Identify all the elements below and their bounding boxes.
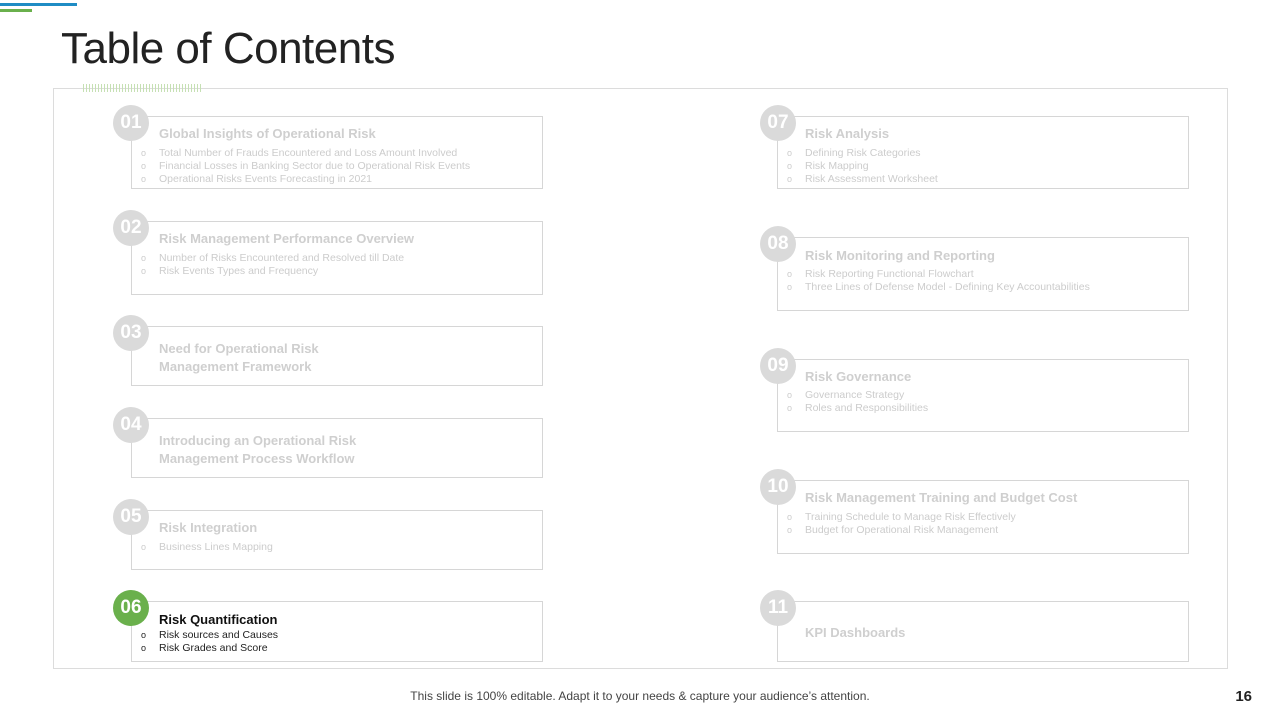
circle-bullet-icon: o: [787, 403, 793, 413]
circle-bullet-icon: o: [787, 174, 793, 184]
subtopic-text: Governance Strategy: [805, 389, 905, 401]
subtopic-item: [777, 173, 938, 186]
circle-bullet-icon: o: [787, 390, 793, 400]
circle-bullet-icon: o: [141, 174, 147, 184]
section-title: Risk Governance: [805, 369, 912, 384]
subtopic-item: [131, 160, 470, 173]
section-title: Need for Operational Risk Management Framework: [159, 341, 319, 374]
accent-bar-green: [0, 9, 32, 12]
section-number-badge: 02: [113, 210, 149, 246]
page-number: 16: [1235, 688, 1252, 705]
subtopic-text: Business Lines Mapping: [159, 541, 273, 553]
subtopic-item: [777, 402, 928, 415]
subtopic-item: [777, 511, 1016, 524]
circle-bullet-icon: o: [787, 148, 793, 158]
subtopic-item: [777, 524, 1016, 537]
circle-bullet-icon: o: [787, 525, 793, 535]
circle-bullet-icon: o: [787, 512, 793, 522]
footer-note: This slide is 100% editable. Adapt it to your needs & capture your audience’s attention.: [410, 689, 870, 703]
subtopic-text: Risk Mapping: [805, 160, 869, 172]
subtopic-list: [131, 541, 273, 554]
subtopic-list: [131, 147, 470, 186]
circle-bullet-icon: o: [141, 542, 147, 552]
section-title: Risk Analysis: [805, 126, 890, 141]
subtopic-item: [131, 173, 470, 186]
section-title: Risk Management Training and Budget Cost: [805, 490, 1078, 505]
section-number-badge: 01: [113, 105, 149, 141]
section-title: Risk Integration: [159, 520, 258, 535]
section-title: Risk Management Performance Overview: [159, 231, 415, 246]
subtopic-item: [131, 147, 470, 160]
circle-bullet-icon: o: [141, 253, 147, 263]
subtopic-text: Three Lines of Defense Model - Defining Key Accountabilities: [805, 281, 1090, 293]
subtopic-item: [131, 541, 273, 554]
subtopic-item: [777, 281, 1090, 294]
section-number-badge: 06: [113, 590, 149, 626]
section-number-badge: 05: [113, 499, 149, 535]
subtopic-text: Financial Losses in Banking Sector due to Operational Risk Events: [159, 160, 471, 172]
circle-bullet-icon: o: [141, 266, 147, 276]
section-title: Introducing an Operational Risk Management Process Workflow: [159, 433, 357, 466]
subtopic-list: [777, 268, 1090, 294]
dotted-marker: [83, 84, 201, 92]
circle-bullet-icon: o: [787, 282, 793, 292]
subtopic-text: Operational Risks Events Forecasting in 2021: [159, 173, 373, 185]
subtopic-text: Risk Events Types and Frequency: [159, 265, 319, 277]
section-number-badge: 10: [760, 469, 796, 505]
circle-bullet-icon: o: [141, 148, 147, 158]
section-number-badge: 08: [760, 226, 796, 262]
subtopic-text: Risk Assessment Worksheet: [805, 173, 938, 185]
section-number-badge: 03: [113, 315, 149, 351]
subtopic-text: Roles and Responsibilities: [805, 402, 929, 414]
subtopic-text: Number of Risks Encountered and Resolved till Date: [159, 252, 405, 264]
section-number-badge: 04: [113, 407, 149, 443]
subtopic-item: [777, 147, 938, 160]
section-title: Global Insights of Operational Risk: [159, 126, 376, 141]
subtopic-list: [777, 511, 1016, 537]
subtopic-text: Defining Risk Categories: [805, 147, 921, 159]
subtopic-text: Budget for Operational Risk Management: [805, 524, 999, 536]
section-title: Risk Monitoring and Reporting: [805, 248, 995, 263]
section-number-badge: 09: [760, 348, 796, 384]
subtopic-item: [131, 252, 404, 265]
circle-bullet-icon: o: [787, 269, 793, 279]
circle-bullet-icon: o: [141, 161, 147, 171]
subtopic-text: Total Number of Frauds Encountered and Loss Amount Involved: [159, 147, 458, 159]
accent-bar-blue: [0, 3, 77, 6]
subtopic-text: Training Schedule to Manage Risk Effectively: [805, 511, 1016, 523]
circle-bullet-icon: o: [787, 161, 793, 171]
subtopic-text: Risk Grades and Score: [159, 642, 268, 654]
page-title: Table of Contents: [61, 24, 395, 73]
subtopic-list: [131, 629, 278, 655]
subtopic-item: [777, 389, 928, 402]
subtopic-item: [131, 642, 278, 655]
subtopic-list: [777, 147, 938, 186]
circle-bullet-icon: o: [141, 630, 147, 640]
subtopic-list: [777, 389, 928, 415]
subtopic-item: [777, 160, 938, 173]
subtopic-item: [131, 265, 404, 278]
section-title: KPI Dashboards: [805, 625, 906, 640]
subtopic-item: [131, 629, 278, 642]
subtopic-text: Risk sources and Causes: [159, 629, 279, 641]
subtopic-text: Risk Reporting Functional Flowchart: [805, 268, 974, 280]
circle-bullet-icon: o: [141, 643, 147, 653]
section-number-badge: 07: [760, 105, 796, 141]
subtopic-list: [131, 252, 404, 278]
section-number-badge: 11: [760, 590, 796, 626]
subtopic-item: [777, 268, 1090, 281]
section-title: Risk Quantification: [159, 612, 278, 627]
